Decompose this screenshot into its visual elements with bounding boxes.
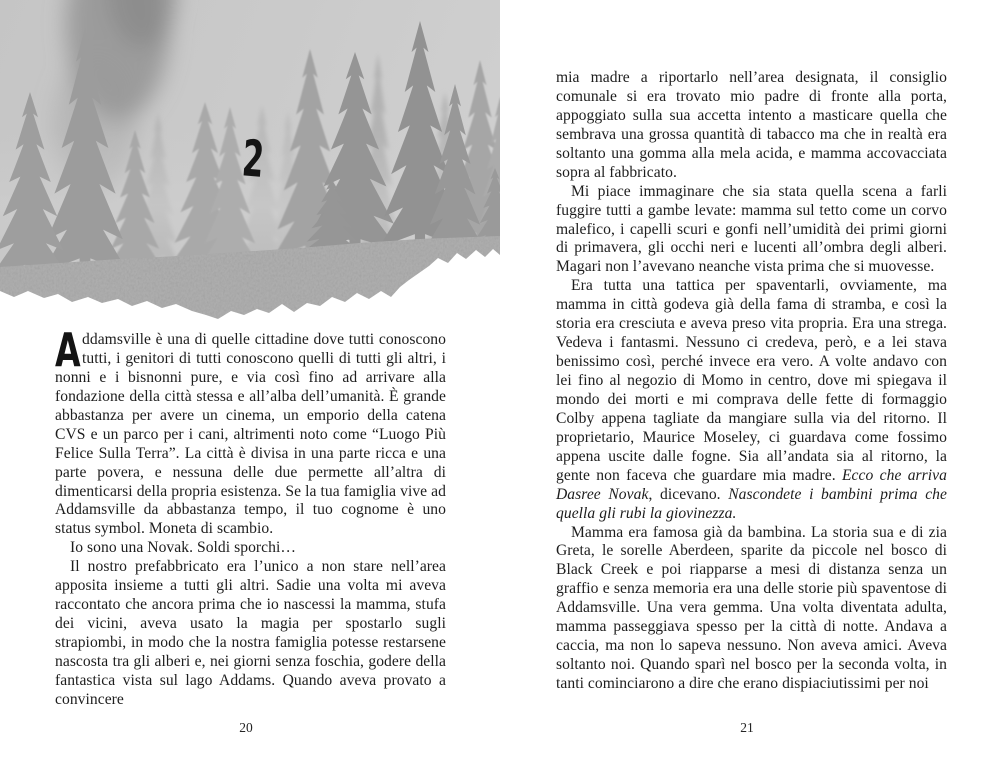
page-number-left: 20: [239, 720, 253, 735]
paragraph: [556, 183, 947, 278]
page-number-right: 21: [740, 720, 754, 735]
text-run: Io sono una Novak. Soldi sporchi…: [70, 539, 297, 557]
right-page-body-text: [556, 69, 947, 709]
paragraph: [556, 524, 947, 694]
paragraph: [55, 323, 446, 539]
left-page-body-text: [55, 323, 446, 708]
italic-text-run: Nascondete i bambini prima che quella gli rubi la giovinezza.: [556, 485, 948, 522]
text-run: , dicevano.: [648, 485, 729, 503]
paragraph: [55, 539, 446, 558]
text-run: Mi piace immaginare che sia stata quella scena a farli fuggire tutti a gambe levate: mamma sul tetto come un corvo malefico, i capelli scuri e gonfi nell’umidità dei primi giorni di primavera, gli occhi neri e lucenti all’ombra degli alberi. Magari non l’avevano neanche vista prima che si muovesse.: [556, 182, 947, 276]
italic-text-run: Ecco che arriva Dasree Novak: [556, 466, 947, 503]
drop-cap: A: [55, 323, 81, 377]
text-run: Mamma era famosa già da bambina. La storia sua e di zia Greta, le sorelle Aberdeen, sparite da piccole nel bosco di Black Creek e poi riapparse a mesi di distanza senza un graffio e senza memoria era una delle storie più spaventose di Addamsville. Una vera gemma. Una volta diventata adulta, mamma passeggiava spesso per la città di notte. Andava a caccia, ma non lo sapeva nessuno. Non aveva amici. Aveva soltanto noi. Quando sparì nel bosco per la seconda volta, in tanti cominciarono a dire che erano dispiaciutissimi per noi: [556, 523, 947, 692]
paragraph: [556, 277, 947, 523]
text-run: mia madre a riportarlo nell’area designata, il consiglio comunale si era trovato mio padre di fronte alla porta, appoggiato sulla sua accetta intento a masticare quella che sembrava una grossa quantità di tabacco ma che in realtà era soltanto una gomma alla mela acida, e mamma accovacciata sopra al fabbricato.: [556, 69, 947, 181]
paragraph: [55, 558, 446, 710]
paragraph: [556, 69, 947, 183]
chapter-number: 2: [240, 129, 267, 189]
text-run: Era tutta una tattica per spaventarli, ovviamente, ma mamma in città godeva già della fama di stramba, e così la storia era cresciuta e aveva preso vita propria. Era una strega. Vedeva i fantasmi. Nessuno ci credeva, però, e a lei stava benissimo così, perché invece era vero. A volte andavo con lei fino al negozio di Momo in centro, dove mi spiegava il mondo dei morti e mi comprava delle fette di formaggio Colby appena tagliate da mangiare sulla via del ritorno. Il proprietario, Maurice Moseley, ci guardava come fossimo appena uscite dalle fogne. Sia all’andata sia al ritorno, la gente non faceva che guardare mia madre.: [556, 277, 947, 484]
text-run: Il nostro prefabbricato era l’unico a non stare nell’area apposita insieme a tutti gli altri. Sadie una volta mi aveva raccontato che ancora prima che io nascessi la mamma, stufa dei vicini, aveva usato la magia per spostarlo sugli strapiombi, in modo che la nostra famiglia potesse restarsene nascosta tra gli alberi e, nei giorni senza foschia, godere della fantastica vista sul lago Addams. Quando aveva provato a convincere: [55, 558, 446, 708]
text-run: ddamsville è una di quelle cittadine dove tutti conoscono tutti, i genitori di tutti conoscono quelli di tutti gli altri, i nonni e i bisnonni pure, e via così fino ad arrivare alla fondazione della città stessa e all’alba dell’umanità. È grande abbastanza per avere un cinema, un emporio della catena CVS e un parco per i cani, altrimenti noto come “Luogo Più Felice Sulla Terra”. La città è divisa in una parte ricca e una parte povera, e nessuna delle due permette all’altra di dimenticarsi della propria esistenza. Se la tua famiglia vive ad Addamsville da abbastanza tempo, il tuo cognome è uno status symbol. Moneta di scambio.: [55, 331, 446, 538]
